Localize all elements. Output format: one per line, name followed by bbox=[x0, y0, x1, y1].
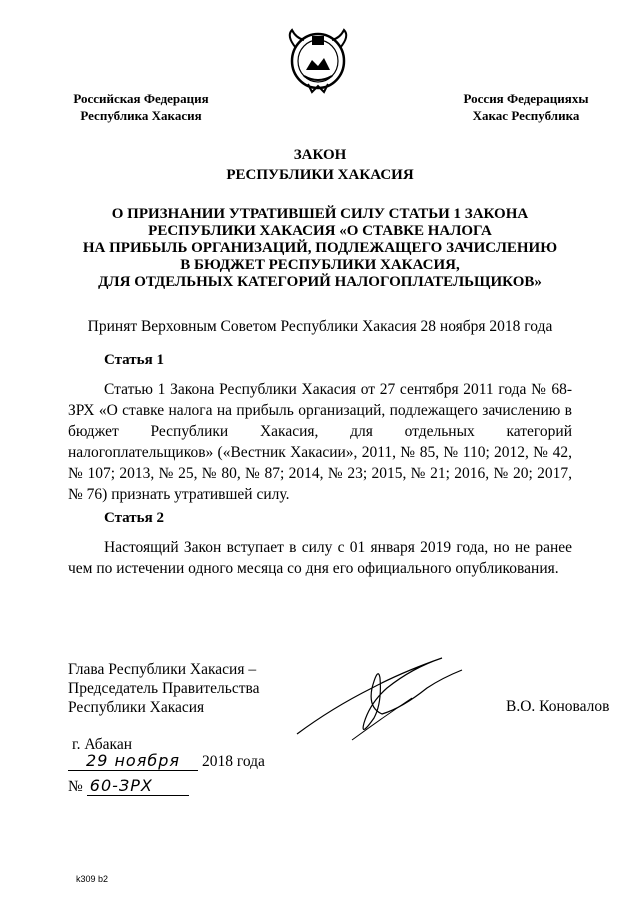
law-title-line: НА ПРИБЫЛЬ ОРГАНИЗАЦИЙ, ПОДЛЕЖАЩЕГО ЗАЧИСЛЕНИЮ bbox=[82, 240, 558, 256]
document-code: k309 b2 bbox=[76, 874, 109, 884]
header-right-line-2: Хакас Республика bbox=[472, 108, 580, 123]
header-left bbox=[62, 90, 220, 124]
handwritten-date: 29 ноября bbox=[68, 751, 198, 771]
law-label: ЗАКОН bbox=[293, 147, 347, 163]
coat-of-arms-emblem bbox=[282, 26, 354, 94]
city: г. Абакан bbox=[72, 736, 133, 753]
signatory-position bbox=[68, 660, 260, 717]
article-2-text: Настоящий Закон вступает в силу с 01 января 2019 года, но не ранее чем по истечении одного месяца со дня его официального опубликования. bbox=[68, 539, 572, 577]
date-line bbox=[68, 751, 265, 771]
signatory-position-line: Глава Республики Хакасия – bbox=[68, 661, 257, 678]
handwritten-number: 60-ЗРХ bbox=[87, 776, 189, 796]
law-title-line: О ПРИЗНАНИИ УТРАТИВШЕЙ СИЛУ СТАТЬИ 1 ЗАКОНА bbox=[111, 206, 529, 222]
number-prefix: № bbox=[68, 778, 83, 795]
article-2-heading: Статья 2 bbox=[104, 510, 164, 526]
signatory-position-line: Республики Хакасия bbox=[68, 699, 205, 716]
handwritten-signature bbox=[292, 648, 467, 748]
header-right bbox=[452, 90, 600, 124]
article-1-text: Статью 1 Закона Республики Хакасия от 27 сентября 2011 года № 68-ЗРХ «О ставке налога на прибыль организаций, подлежащего зачислению в бюджет Республики Хакасия, для отдельных категорий налогоплательщиков» («Вестник Хакасии», 2011, № 85, № 110; 2012, № 42, № 107; 2013, № 25, № 80, № 87; 2014, № 23; 2015, № 21; 2016, № 20; 2017, № 76) признать утратившей силу. bbox=[68, 381, 572, 503]
header-left-line-1: Российская Федерация bbox=[73, 91, 209, 106]
law-title-line: ДЛЯ ОТДЕЛЬНЫХ КАТЕГОРИЙ НАЛОГОПЛАТЕЛЬЩИКОВ» bbox=[98, 274, 542, 290]
article-1-heading: Статья 1 bbox=[104, 352, 164, 368]
law-title bbox=[70, 206, 570, 291]
law-title-line: РЕСПУБЛИКИ ХАКАСИЯ «О СТАВКЕ НАЛОГА bbox=[148, 223, 492, 239]
date-year: 2018 года bbox=[202, 753, 265, 770]
law-title-line: В БЮДЖЕТ РЕСПУБЛИКИ ХАКАСИЯ, bbox=[180, 257, 460, 273]
law-subtitle: РЕСПУБЛИКИ ХАКАСИЯ bbox=[226, 167, 414, 183]
adoption-statement: Принят Верховным Советом Республики Хакасия 28 ноября 2018 года bbox=[87, 318, 553, 335]
law-number-line bbox=[68, 776, 189, 796]
signatory-position-line: Председатель Правительства bbox=[68, 680, 260, 697]
header-left-line-2: Республика Хакасия bbox=[80, 108, 202, 123]
header-right-line-1: Россия Федерацияхы bbox=[463, 91, 589, 106]
signatory-name: В.О. Коновалов bbox=[506, 698, 610, 715]
